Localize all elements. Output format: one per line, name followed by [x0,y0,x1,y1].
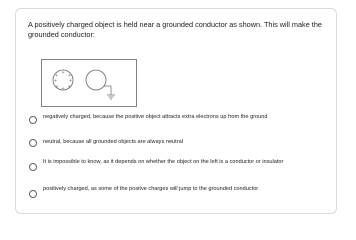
svg-text:+: + [61,69,65,75]
charged-object-icon [53,70,73,91]
svg-text:+: + [54,72,59,78]
question-text: A positively charged object is held near a grounded conductor as shown. This will make the grounded conductor: [28,20,322,39]
option-label: It is impossible to know, as it depends on whether the object on the left is a conductor or insulator [43,159,284,165]
question-figure [41,59,137,107]
svg-text:+: + [53,78,58,83]
svg-text:+: + [61,85,65,91]
option-label: negatively charged, because the positive object attracts extra electrons up from the ground [43,114,268,120]
radio-button[interactable] [29,116,37,124]
radio-button[interactable] [29,163,37,171]
svg-text:+: + [55,83,59,89]
radio-button[interactable] [29,139,37,147]
svg-text:+: + [67,83,71,89]
svg-text:+: + [67,72,72,78]
svg-text:+: + [68,78,73,83]
question-card [15,8,337,214]
option-label: positively charged, as some of the positve charges will jump to the grounded conductor [43,186,259,192]
radio-button[interactable] [29,190,37,198]
option-label: neutral, because all grounded objects are always neutral [43,139,183,145]
